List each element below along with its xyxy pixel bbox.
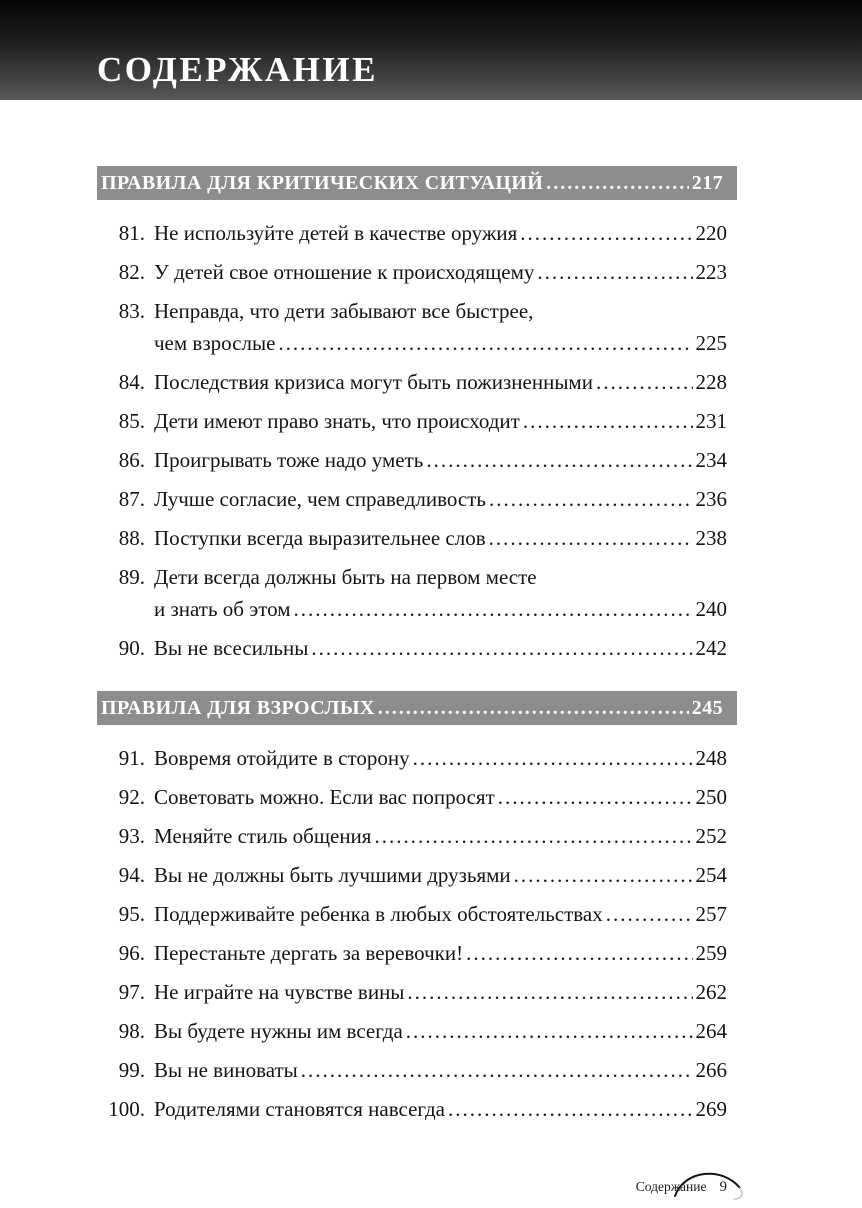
entry-page-number: 225 [695, 331, 727, 355]
section-page-number: 217 [691, 171, 723, 194]
toc-entry [97, 483, 727, 515]
toc-entry [97, 976, 727, 1008]
dot-leader [301, 1054, 693, 1086]
entry-title: чем взрослые [154, 331, 276, 355]
entry-page-number: 250 [695, 785, 727, 809]
toc-entry [97, 1093, 727, 1125]
entry-number: 90. [118, 636, 145, 660]
entry-title: Дети имеют право знать, что происходит [154, 409, 520, 433]
entry-body [154, 217, 727, 249]
entry-line [154, 742, 727, 774]
entry-line [154, 483, 727, 515]
entry-line [154, 1015, 727, 1047]
dot-leader [537, 256, 692, 288]
toc-entry [97, 366, 727, 398]
entry-page-number: 236 [695, 487, 727, 511]
entry-number: 89. [118, 565, 145, 589]
entry-number: 98. [118, 1019, 145, 1043]
entry-title: Советовать можно. Если вас попросят [154, 785, 495, 809]
entry-body [154, 898, 727, 930]
dot-leader [407, 976, 692, 1008]
entry-line [154, 522, 727, 554]
entry-title: Вы не виноваты [154, 1058, 298, 1082]
entry-line [154, 898, 727, 930]
dot-leader [523, 405, 693, 437]
entry-number: 88. [118, 526, 145, 550]
dot-leader [406, 1015, 693, 1047]
dot-leader [294, 593, 693, 625]
page-title: СОДЕРЖАНИЕ [97, 50, 379, 89]
dot-leader [498, 781, 693, 813]
entry-title: Вы не всесильны [154, 636, 309, 660]
footer-section-label: Содержание [635, 1179, 707, 1194]
entry-body [154, 444, 727, 476]
entry-line [154, 561, 727, 593]
entry-title: Поддерживайте ребенка в любых обстоятельствах [154, 902, 603, 926]
entry-number: 86. [118, 448, 145, 472]
entry-number: 82. [118, 260, 145, 284]
section-title: ПРАВИЛА ДЛЯ ВЗРОСЛЫХ [101, 696, 375, 719]
entry-title: Меняйте стиль общения [154, 824, 372, 848]
entry-title: Перестаньте дергать за веревочки! [154, 941, 464, 965]
entry-title: Поступки всегда выразительнее слов [154, 526, 486, 550]
entry-body [154, 937, 727, 969]
entry-page-number: 240 [695, 597, 727, 621]
entry-page-number: 257 [695, 902, 727, 926]
entry-line [154, 781, 727, 813]
entry-title: Дети всегда должны быть на первом месте [154, 565, 537, 589]
entry-title: Лучше согласие, чем справедливость [154, 487, 486, 511]
toc-entry [97, 632, 727, 664]
entry-page-number: 231 [695, 409, 727, 433]
dot-leader [514, 859, 693, 891]
footer-page-number: 9 [719, 1179, 727, 1195]
entry-number: 83. [118, 299, 145, 323]
entry-body [154, 1015, 727, 1047]
entry-page-number: 259 [695, 941, 727, 965]
entry-page-number: 252 [695, 824, 727, 848]
entry-title: Родителями становятся навсегда [154, 1097, 445, 1121]
entry-number: 96. [118, 941, 145, 965]
entry-line [154, 593, 727, 625]
entry-page-number: 269 [695, 1097, 727, 1121]
page-header [0, 0, 862, 100]
entry-number: 95. [118, 902, 145, 926]
dot-leader [489, 522, 693, 554]
entry-number: 97. [118, 980, 145, 1004]
entry-body [154, 522, 727, 554]
entry-line [154, 405, 727, 437]
dot-leader [278, 327, 692, 359]
entry-title: Последствия кризиса могут быть пожизненными [154, 370, 593, 394]
toc-entry [97, 561, 727, 625]
entry-line [154, 327, 727, 359]
entry-page-number: 248 [695, 746, 727, 770]
entry-body [154, 632, 727, 664]
toc-entry [97, 1054, 727, 1086]
entry-line [154, 1054, 727, 1086]
entry-body [154, 561, 727, 625]
section-title: ПРАВИЛА ДЛЯ КРИТИЧЕСКИХ СИТУАЦИЙ [101, 171, 544, 194]
entry-line [154, 295, 727, 327]
dot-leader [374, 820, 692, 852]
entry-title: Вы не должны быть лучшими друзьями [154, 863, 511, 887]
entry-body [154, 256, 727, 288]
entry-body [154, 976, 727, 1008]
entry-body [154, 859, 727, 891]
toc-entry [97, 859, 727, 891]
entry-page-number: 220 [695, 221, 727, 245]
dot-leader [413, 742, 693, 774]
entry-body [154, 781, 727, 813]
entry-line [154, 256, 727, 288]
toc-entry [97, 295, 727, 359]
toc-entry [97, 937, 727, 969]
entry-title: Неправда, что дети забывают все быстрее, [154, 299, 534, 323]
entry-title: Проигрывать тоже надо уметь [154, 448, 424, 472]
entry-title: У детей свое отношение к происходящему [154, 260, 535, 284]
dot-leader [466, 937, 692, 969]
entry-number: 84. [118, 370, 145, 394]
toc-entry [97, 898, 727, 930]
entry-body [154, 1054, 727, 1086]
toc-entry [97, 217, 727, 249]
dot-leader [596, 366, 693, 398]
dot-leader [546, 172, 689, 195]
entry-number: 92. [118, 785, 145, 809]
entry-line [154, 1093, 727, 1125]
toc-entry [97, 742, 727, 774]
entry-body [154, 1093, 727, 1125]
table-of-contents [97, 166, 727, 1125]
dot-leader [520, 217, 692, 249]
entry-line [154, 859, 727, 891]
toc-entry [97, 522, 727, 554]
entry-title: Вы будете нужны им всегда [154, 1019, 403, 1043]
entry-number: 85. [118, 409, 145, 433]
entry-title: Вовремя отойдите в сторону [154, 746, 410, 770]
section-header [97, 166, 737, 200]
entry-page-number: 242 [695, 636, 727, 660]
entry-page-number: 238 [695, 526, 727, 550]
dot-leader [311, 632, 692, 664]
entry-body [154, 483, 727, 515]
entry-number: 93. [118, 824, 145, 848]
entry-body [154, 820, 727, 852]
entry-line [154, 217, 727, 249]
toc-entry [97, 256, 727, 288]
entry-body [154, 366, 727, 398]
dot-leader [378, 697, 689, 720]
section-header [97, 691, 737, 725]
entry-page-number: 264 [695, 1019, 727, 1043]
entry-line [154, 366, 727, 398]
entry-page-number: 234 [695, 448, 727, 472]
entry-number: 81. [118, 221, 145, 245]
toc-entry [97, 781, 727, 813]
dot-leader [606, 898, 693, 930]
entry-page-number: 223 [695, 260, 727, 284]
toc-entry [97, 1015, 727, 1047]
entry-body [154, 742, 727, 774]
entry-line [154, 632, 727, 664]
entry-page-number: 266 [695, 1058, 727, 1082]
entry-title: Не играйте на чувстве вины [154, 980, 405, 1004]
section-page-number: 245 [691, 696, 723, 719]
page-footer [636, 1179, 727, 1196]
entry-number: 99. [118, 1058, 145, 1082]
dot-leader [426, 444, 692, 476]
entry-line [154, 937, 727, 969]
dot-leader [448, 1093, 693, 1125]
entry-title: и знать об этом [154, 597, 291, 621]
toc-entry [97, 444, 727, 476]
toc-entry [97, 405, 727, 437]
toc-entry [97, 820, 727, 852]
entry-number: 100. [108, 1097, 145, 1121]
entry-page-number: 262 [695, 980, 727, 1004]
entry-line [154, 976, 727, 1008]
entry-body [154, 405, 727, 437]
entry-number: 91. [118, 746, 145, 770]
entry-line [154, 444, 727, 476]
entry-page-number: 254 [695, 863, 727, 887]
entry-body [154, 295, 727, 359]
entry-number: 94. [118, 863, 145, 887]
entry-line [154, 820, 727, 852]
dot-leader [489, 483, 693, 515]
entry-title: Не используйте детей в качестве оружия [154, 221, 518, 245]
entry-number: 87. [118, 487, 145, 511]
entry-page-number: 228 [695, 370, 727, 394]
